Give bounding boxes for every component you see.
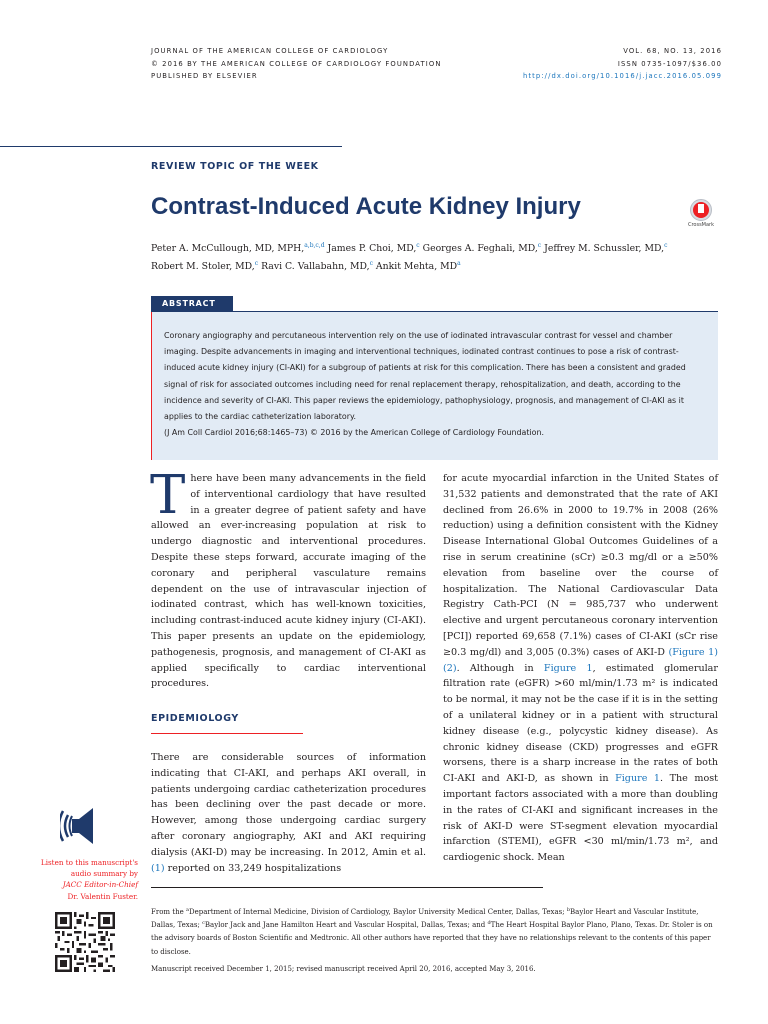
author-affiliation-marker[interactable]: a [457, 260, 461, 267]
figure-link[interactable]: (Figure 1) [668, 646, 718, 658]
figure-link[interactable]: Figure 1 [543, 662, 593, 674]
author-list [151, 240, 711, 276]
author-affiliation-marker[interactable]: c [416, 242, 420, 249]
reference-link[interactable]: (1) [151, 862, 165, 874]
volume-line: VOL. 68, NO. 13, 2016 [623, 47, 722, 55]
issn-line: ISSN 0735-1097/$36.00 [617, 59, 722, 68]
qr-code-pattern [55, 912, 115, 972]
author-affiliation-marker[interactable]: c [369, 260, 373, 267]
affiliation-footnote: From the $^a$Department of Internal Medicine, Division of Cardiology, Baylor University Medical Center, Dallas, Texas; $^b$Baylor Heart and Vascular Institute, Dallas, Texas; $^c$Baylor Jack and Jane Hamilton Heart and Vascular Hospital, Dallas, Texas; and $^d$The Heart Hospital Baylor Plano, Plano, Texas. Dr. Stoler is on the advisory boards of Boston Scientific and Medtronic. All other authors have reported that they have no relationships relevant to the contents of this paper to disclose. [151, 907, 713, 956]
manuscript-dates: Manuscript received December 1, 2015; revised manuscript received April 20, 2016, accepted May 3, 2016. [151, 965, 536, 973]
author-name: James P. Choi, MD, [327, 243, 417, 254]
footnote-divider [151, 887, 543, 888]
abstract-label: ABSTRACT [151, 296, 233, 312]
journal-masthead-left [151, 45, 442, 83]
journal-name: JOURNAL OF THE AMERICAN COLLEGE OF CARDIOLOGY [151, 47, 389, 55]
copyright-line: © 2016 BY THE AMERICAN COLLEGE OF CARDIOLOGY FOUNDATION [151, 59, 442, 68]
epidemiology-paragraph: There are considerable sources of information indicating that CI-AKI, and perhaps AKI overall, in patients undergoing cardiac catheterization procedures has been declining over the past decade or more. However, among those undergoing cardiac surgery after coronary angiography, AKI and AKI requiring dialysis (AKI-D) may be increasing. In 2012, Amin et al. (1) reported on 33,249 hospitalizations [151, 751, 426, 874]
journal-masthead-right [523, 45, 722, 83]
section-heading-rule [151, 733, 303, 734]
figure-link[interactable]: Figure 1 [615, 773, 661, 785]
author-affiliation-marker[interactable]: c [664, 242, 668, 249]
audio-summary-caption[interactable]: Listen to this manuscript's audio summary by JACC Editor-in-Chief Dr. Valentin Fuster. [40, 858, 138, 901]
header-divider [0, 146, 342, 147]
author-name: Ravi C. Vallabahn, MD, [261, 261, 370, 272]
audio-speaker-icon[interactable] [60, 802, 112, 850]
drop-cap: T [150, 465, 186, 526]
crossmark-badge[interactable] [684, 199, 718, 229]
article-kicker: REVIEW TOPIC OF THE WEEK [151, 161, 319, 172]
abstract-citation: (J Am Coll Cardiol 2016;68:1465–73) © 2016 by the American College of Cardiology Foundation. [164, 428, 544, 438]
crossmark-bookmark-glyph [698, 204, 704, 213]
qr-code[interactable] [55, 912, 115, 972]
doi-link[interactable]: http://dx.doi.org/10.1016/j.jacc.2016.05.099 [522, 72, 722, 80]
author-name: Georges A. Feghali, MD, [422, 243, 538, 254]
author-name: Ankit Mehta, MD [375, 261, 458, 272]
author-name: Robert M. Stoler, MD, [151, 261, 255, 272]
article-title: Contrast-Induced Acute Kidney Injury [151, 193, 581, 220]
crossmark-label: CrossMark [687, 222, 715, 228]
author-affiliation-marker[interactable]: c [537, 242, 542, 249]
author-affiliation-marker[interactable]: c [254, 260, 259, 267]
body-column-right [443, 471, 718, 866]
section-heading-epidemiology: EPIDEMIOLOGY [151, 713, 239, 725]
abstract-body: Coronary angiography and percutaneous intervention rely on the use of iodinated intravascular contrast for vessel and chamber imaging. Despite advancements in imaging and interventional techniques, iodinated contrast continues to pose a risk of contrast-induced acute kidney injury (CI-AKI) for a subgroup of patients at risk for this complication. There has been a consistent and graded signal of risk for associated outcomes including need for renal replacement therapy, rehospitalization, and death, according to the incidence and severity of CI-AKI. This paper reviews the epidemiology, pathophysiology, prognosis, and management of CI-AKI as it applies to the cardiac catheterization laboratory. [164, 331, 686, 422]
author-affiliation-marker[interactable]: a,b,c,d [304, 242, 325, 249]
author-name: Peter A. McCullough, MD, MPH, [151, 243, 305, 254]
intro-paragraph: There have been many advancements in the field of interventional cardiology that have resulted in a greater degree of patient safety and have allowed an ever-increasing population at risk to undergo diagnostic and interventional procedures. Despite these steps forward, accurate imaging of the coronary and peripheral vasculature remains dependent on the use of intravascular injection of iodinated contrast, which has well-known toxicities, including contrast-induced acute kidney injury (CI-AKI). This paper presents an update on the epidemiology, pathogenesis, prognosis, and management of CI-AKI as applied specifically to cardiac interventional procedures. [150, 465, 426, 690]
author-name: Jeffrey M. Schussler, MD, [544, 243, 665, 254]
epidemiology-paragraph-continued: for acute myocardial infarction in the United States of 31,532 patients and demonstrated that the rate of AKI declined from 26.6% in 2000 to 19.7% in 2008 (26% reduction) using a definition consistent with the Kidney Disease International Global Outcomes Guidelines of a rise in serum creatinine (sCr) ≥0.3 mg/dl or a ≥50% elevation from baseline over the course of hospitalization. The National Cardiovascular Data Registry Cath-PCI (N = 985,737 who underwent elective and urgent percutaneous coronary intervention [PCI]) reported 69,658 (7.1%) cases of CI-AKI (sCr rise ≥0.3 mg/dl) and 3,005 (0.3%) cases of AKI-D (Figure 1) (2). Although in Figure 1, estimated glomerular filtration rate (eGFR) >60 ml/min/1.73 m² is indicated to be normal, it may not be the case if it is in the setting of a unilateral kidney or in a patient with structural kidney disease (e.g., polycystic kidney disease). As chronic kidney disease (CKD) progresses and eGFR worsens, there is a sharp increase in the rates of both CI-AKI and AKI-D, as shown in Figure 1. The most important factors associated with a more than doubling in the rates of CI-AKI and significant increases in the risk of AKI-D were ST-segment elevation myocardial infarction (STEMI), eGFR <30 ml/min/1.73 m², and cardiogenic shock. Mean [443, 473, 718, 864]
publisher-line: PUBLISHED BY ELSEVIER [151, 72, 258, 80]
abstract-text [164, 328, 709, 441]
body-column-left [150, 465, 426, 876]
reference-link[interactable]: (2) [443, 662, 457, 674]
